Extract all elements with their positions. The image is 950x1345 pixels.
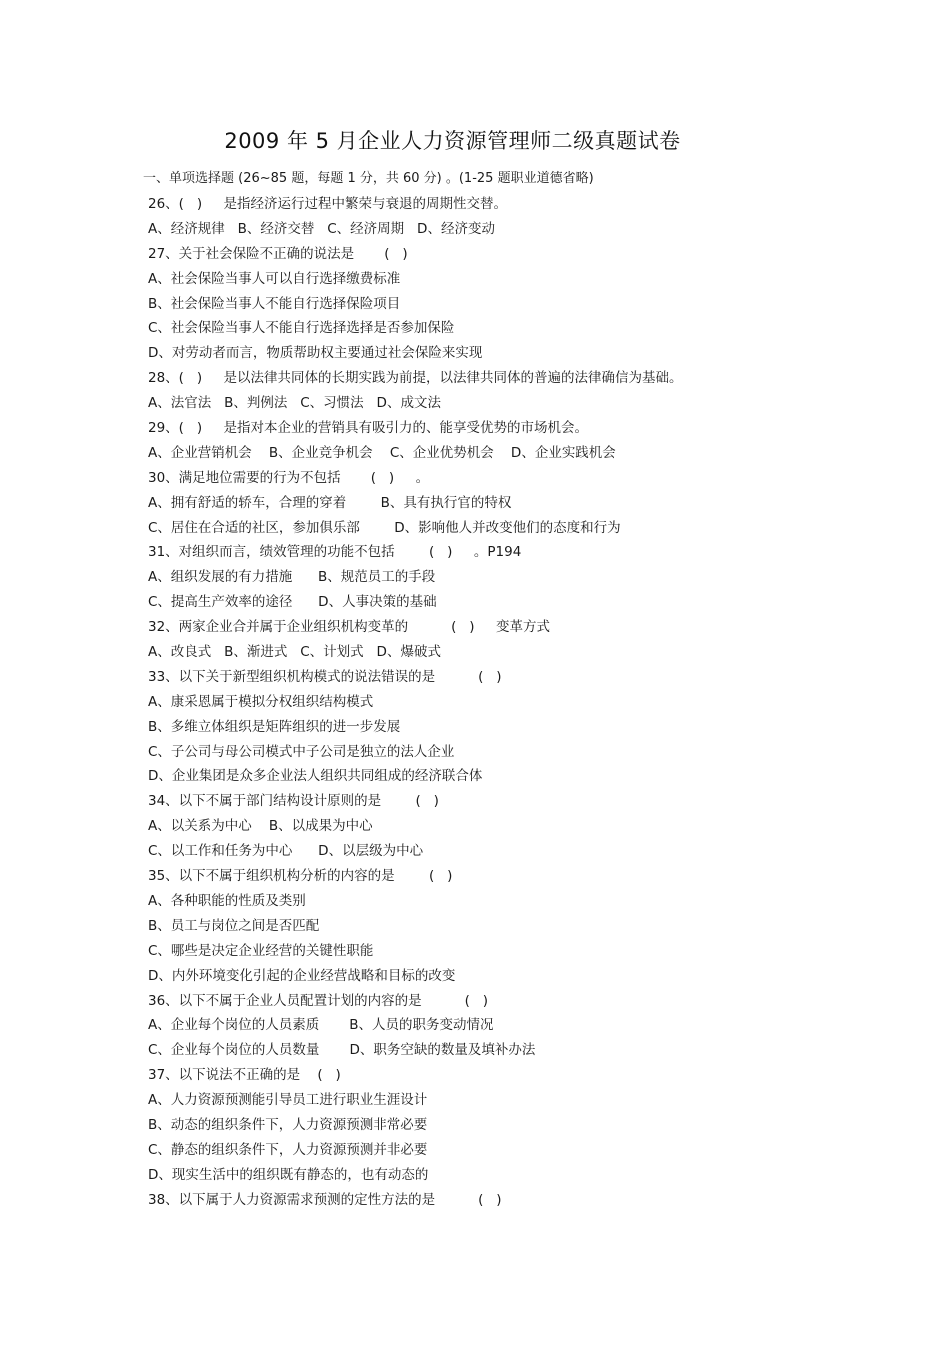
answer-options: A、人力资源预测能引导员工进行职业生涯设计 [148,1092,428,1109]
answer-options: D、对劳动者而言，物质帮助权主要通过社会保险来实现 [148,345,483,362]
answer-options: A、企业每个岗位的人员素质 B、人员的职务变动情况 [148,1017,494,1034]
answer-options: A、企业营销机会 B、企业竞争机会 C、企业优势机会 D、企业实践机会 [148,444,616,461]
answer-options: C、居住在合适的社区，参加俱乐部 D、影响他人并改变他们的态度和行为 [148,519,621,536]
question-stem: 32、两家企业合并属于企业组织机构变革的 ( ) 变革方式 [148,619,550,636]
question-stem: 36、以下不属于企业人员配置计划的内容的是 ( ) [148,992,488,1009]
answer-options: C、提高生产效率的途径 D、人事决策的基础 [148,594,437,611]
question-stem: 38、以下属于人力资源需求预测的定性方法的是 ( ) [148,1191,502,1208]
answer-options: B、动态的组织条件下，人力资源预测非常必要 [148,1116,428,1133]
question-stem: 31、对组织而言，绩效管理的功能不包括 ( ) 。P194 [148,544,522,561]
answer-options: C、企业每个岗位的人员数量 D、职务空缺的数量及填补办法 [148,1042,536,1059]
answer-options: A、康采恩属于模拟分权组织结构模式 [148,693,374,710]
section-heading: 一、单项选择题 (26~85 题，每题 1 分，共 60 分) 。(1-25 题职业道德省略) [143,171,594,186]
question-list [148,192,908,1213]
answer-options: B、员工与岗位之间是否匹配 [148,917,320,934]
answer-options: A、以关系为中心 B、以成果为中心 [148,818,373,835]
question-stem: 29、( ) 是指对本企业的营销具有吸引力的、能享受优势的市场机会。 [148,420,589,437]
answer-options: A、经济规律 B、经济交替 C、经济周期 D、经济变动 [148,220,495,237]
question-stem: 27、关于社会保险不正确的说法是 ( ) [148,245,408,262]
answer-options: C、哪些是决定企业经营的关键性职能 [148,942,374,959]
answer-options: C、以工作和任务为中心 D、以层级为中心 [148,843,424,860]
answer-options: A、组织发展的有力措施 B、规范员工的手段 [148,569,436,586]
answer-options: D、现实生活中的组织既有静态的，也有动态的 [148,1166,429,1183]
question-stem: 37、以下说法不正确的是 ( ) [148,1067,341,1084]
answer-options: B、社会保险当事人不能自行选择保险项目 [148,295,401,312]
answer-options: A、法官法 B、判例法 C、习惯法 D、成文法 [148,395,441,412]
answer-options: A、社会保险当事人可以自行选择缴费标准 [148,270,401,287]
question-stem: 28、( ) 是以法律共同体的长期实践为前提，以法律共同体的普遍的法律确信为基础。 [148,370,683,387]
question-stem: 35、以下不属于组织机构分析的内容的是 ( ) [148,868,453,885]
question-stem: 33、以下关于新型组织机构模式的说法错误的是 ( ) [148,668,502,685]
answer-options: C、社会保险当事人不能自行选择选择是否参加保险 [148,320,455,337]
answer-options: B、多维立体组织是矩阵组织的进一步发展 [148,718,401,735]
question-stem: 34、以下不属于部门结构设计原则的是 ( ) [148,793,439,810]
answer-options: C、子公司与母公司模式中子公司是独立的法人企业 [148,743,455,760]
answer-options: A、改良式 B、渐进式 C、计划式 D、爆破式 [148,644,441,661]
question-stem: 30、满足地位需要的行为不包括 ( ) 。 [148,469,430,486]
document-title: 2009 年 5 月企业人力资源管理师二级真题试卷 [224,129,681,153]
answer-options: A、拥有舒适的轿车，合理的穿着 B、具有执行官的特权 [148,494,512,511]
answer-options: A、各种职能的性质及类别 [148,892,306,909]
question-stem: 26、( ) 是指经济运行过程中繁荣与衰退的周期性交替。 [148,196,508,212]
answer-options: D、企业集团是众多企业法人组织共同组成的经济联合体 [148,768,483,785]
answer-options: C、静态的组织条件下，人力资源预测并非必要 [148,1141,428,1158]
answer-options: D、内外环境变化引起的企业经营战略和目标的改变 [148,967,456,984]
